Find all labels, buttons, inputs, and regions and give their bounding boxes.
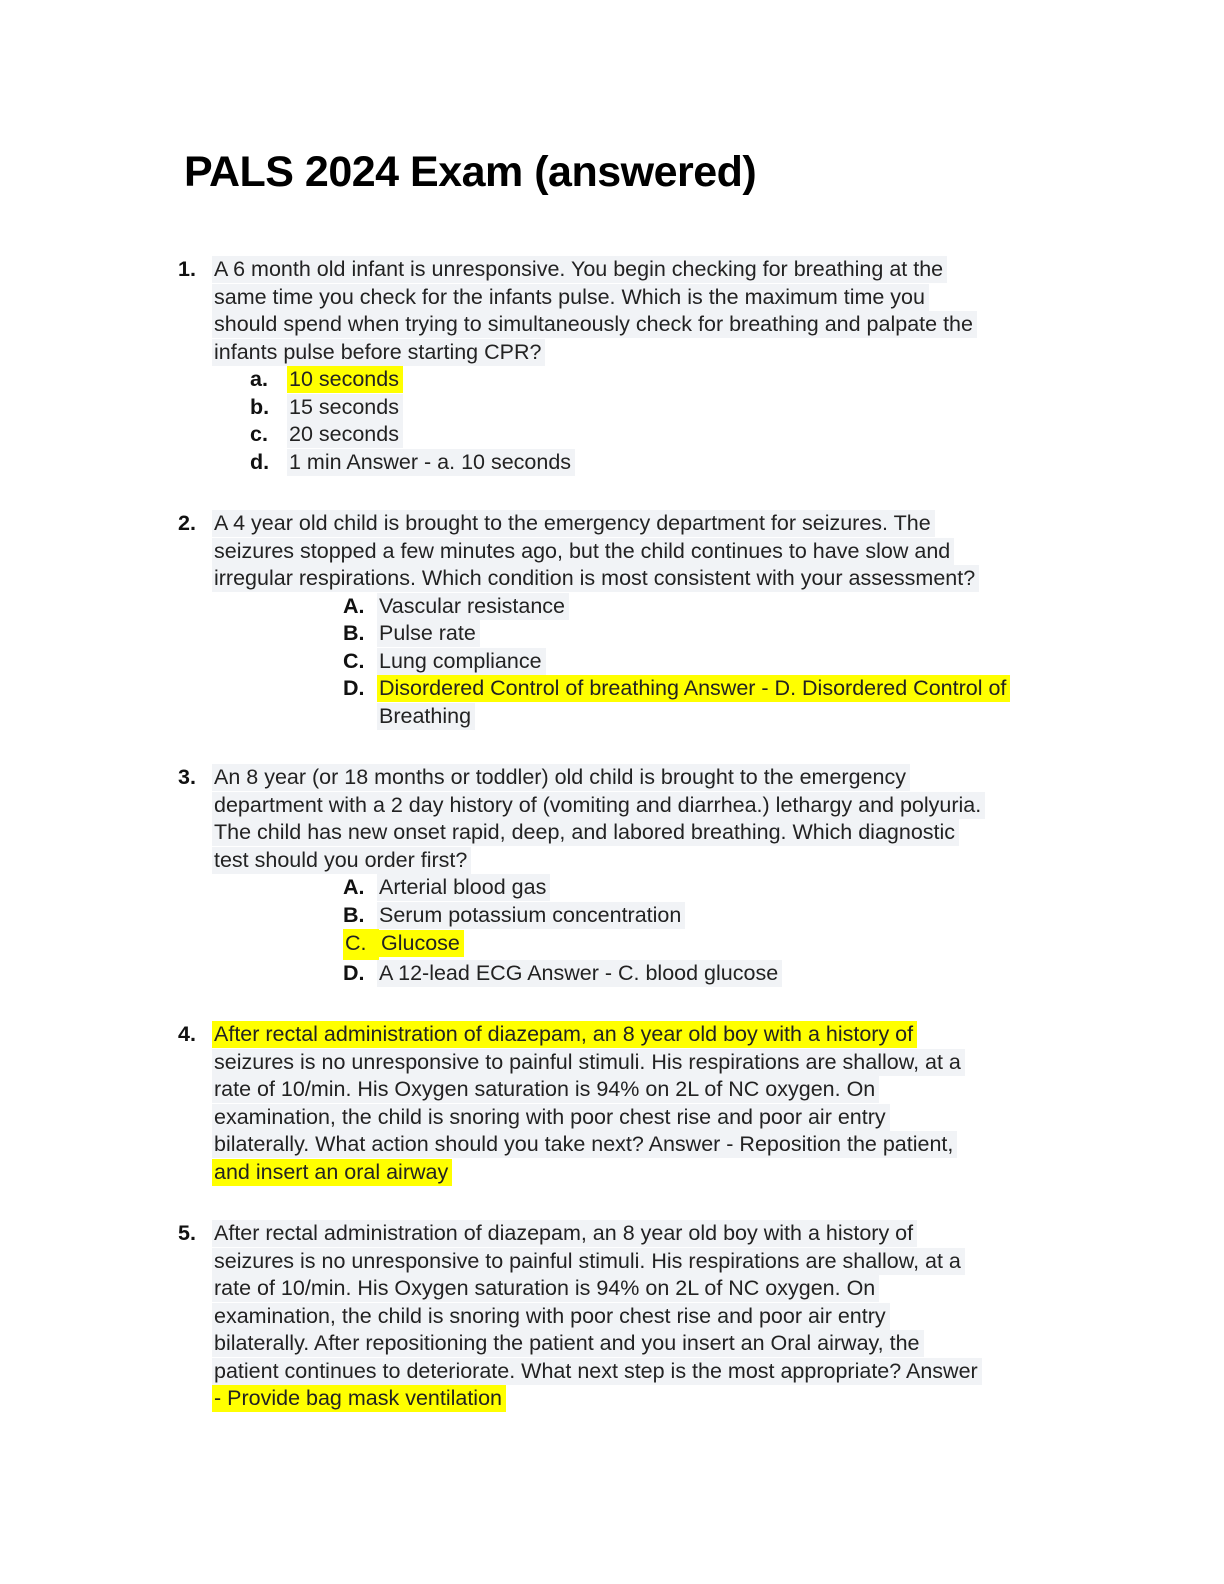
line-text: A 6 month old infant is unresponsive. You begin checking for breathing at the [212, 256, 947, 283]
question-line [212, 764, 1174, 792]
answer-option [212, 394, 1174, 422]
answer-option [212, 960, 1174, 988]
line-text: test should you order first? [212, 847, 471, 874]
question-number: 3. [178, 765, 196, 789]
document-content [178, 148, 1174, 1447]
question-line [212, 510, 1174, 538]
highlighted-text: Disordered Control of breathing Answer - D. Disordered Control of [377, 675, 1010, 702]
line-text: seizures stopped a few minutes ago, but the child continues to have slow and [212, 538, 954, 565]
question-body [212, 1021, 1174, 1186]
line-text: rate of 10/min. His Oxygen saturation is 94% on 2L of NC oxygen. On [212, 1076, 879, 1103]
question-line [212, 1076, 1174, 1104]
answer-option [212, 366, 1174, 394]
option-letter: D. [343, 960, 365, 985]
question-line [212, 1021, 1174, 1049]
question-line [212, 1131, 1174, 1159]
line-text: bilaterally. After repositioning the patient and you insert an Oral airway, the [212, 1330, 924, 1357]
question-line [212, 819, 1174, 847]
option-letter: C. [343, 929, 379, 960]
question-line [212, 1275, 1174, 1303]
question [178, 1220, 1174, 1413]
line-text: After rectal administration of diazepam, an 8 year old boy with a history of [212, 1220, 917, 1247]
answer-option [212, 593, 1174, 621]
highlighted-text: After rectal administration of diazepam, an 8 year old boy with a history of [212, 1021, 917, 1048]
question-line [212, 703, 1174, 731]
question-line [212, 339, 1174, 367]
line-text: patient continues to deteriorate. What next step is the most appropriate? Answer [212, 1358, 982, 1385]
question-line [212, 565, 1174, 593]
page-title: PALS 2024 Exam (answered) [184, 148, 757, 196]
option-letter: d. [250, 449, 270, 474]
question-body [212, 1220, 1174, 1413]
line-text: rate of 10/min. His Oxygen saturation is 94% on 2L of NC oxygen. On [212, 1275, 879, 1302]
answer-option [212, 929, 1174, 960]
option-letter: A. [343, 593, 365, 618]
question-body [212, 764, 1174, 987]
question-line [212, 284, 1174, 312]
questions [178, 256, 1174, 1413]
line-text: The child has new onset rapid, deep, and labored breathing. Which diagnostic [212, 819, 959, 846]
highlighted-text: and insert an oral airway [212, 1159, 452, 1186]
line-text: Vascular resistance [377, 593, 569, 620]
question-number: 5. [178, 1221, 196, 1245]
question-number: 1. [178, 257, 196, 281]
line-text: seizures is no unresponsive to painful stimuli. His respirations are shallow, at a [212, 1049, 965, 1076]
line-text: 1 min Answer - a. 10 seconds [287, 449, 575, 476]
answer-option [212, 902, 1174, 930]
question [178, 510, 1174, 730]
line-text: An 8 year (or 18 months or toddler) old child is brought to the emergency [212, 764, 910, 791]
highlighted-text: 10 seconds [287, 366, 403, 393]
line-text: infants pulse before starting CPR? [212, 339, 545, 366]
line-text: department with a 2 day history of (vomiting and diarrhea.) lethargy and polyuria. [212, 792, 985, 819]
answer-option [212, 620, 1174, 648]
highlighted-text: - Provide bag mask ventilation [212, 1385, 506, 1412]
line-text: Pulse rate [377, 620, 480, 647]
line-text: irregular respirations. Which condition is most consistent with your assessment? [212, 565, 979, 592]
line-text: Serum potassium concentration [377, 902, 685, 929]
question-line [212, 1104, 1174, 1132]
question-line [212, 1303, 1174, 1331]
question-body [212, 256, 1174, 476]
question [178, 256, 1174, 476]
question-number: 4. [178, 1022, 196, 1046]
line-text: A 12-lead ECG Answer - C. blood glucose [377, 960, 782, 987]
option-letter: B. [343, 621, 365, 645]
question [178, 764, 1174, 987]
line-text: 20 seconds [287, 421, 403, 448]
question-line [212, 1330, 1174, 1358]
line-text: bilaterally. What action should you take next? Answer - Reposition the patient, [212, 1131, 957, 1158]
question-line [212, 1385, 1174, 1413]
line-text: 15 seconds [287, 394, 403, 421]
question-line [212, 311, 1174, 339]
question-number: 2. [178, 511, 196, 535]
line-text: seizures is no unresponsive to painful stimuli. His respirations are shallow, at a [212, 1248, 965, 1275]
question-line [212, 1049, 1174, 1077]
answer-option [212, 675, 1174, 703]
question [178, 1021, 1174, 1186]
highlighted-text: Glucose [379, 930, 464, 957]
option-letter: B. [343, 902, 365, 927]
question-line [212, 792, 1174, 820]
option-letter: c. [250, 422, 268, 446]
line-text: Lung compliance [377, 648, 546, 675]
question-line [212, 847, 1174, 875]
answer-option [212, 421, 1174, 449]
answer-option [212, 874, 1174, 902]
question-body [212, 510, 1174, 730]
line-text: Breathing [377, 703, 475, 730]
line-text: Arterial blood gas [377, 874, 550, 901]
question-line [212, 1220, 1174, 1248]
line-text: examination, the child is snoring with poor chest rise and poor air entry [212, 1104, 890, 1131]
answer-option [212, 648, 1174, 676]
answer-option [212, 449, 1174, 477]
question-line [212, 1159, 1174, 1187]
line-text: should spend when trying to simultaneously check for breathing and palpate the [212, 311, 977, 338]
option-letter: C. [343, 648, 365, 673]
question-line [212, 256, 1174, 284]
option-letter: D. [343, 676, 365, 700]
line-text: examination, the child is snoring with poor chest rise and poor air entry [212, 1303, 890, 1330]
option-letter: A. [343, 875, 365, 899]
question-line [212, 1358, 1174, 1386]
option-letter: a. [250, 367, 268, 391]
question-line [212, 1248, 1174, 1276]
question-line [212, 538, 1174, 566]
line-text: A 4 year old child is brought to the emergency department for seizures. The [212, 510, 935, 537]
line-text: same time you check for the infants pulse. Which is the maximum time you [212, 284, 929, 311]
option-letter: b. [250, 394, 270, 419]
